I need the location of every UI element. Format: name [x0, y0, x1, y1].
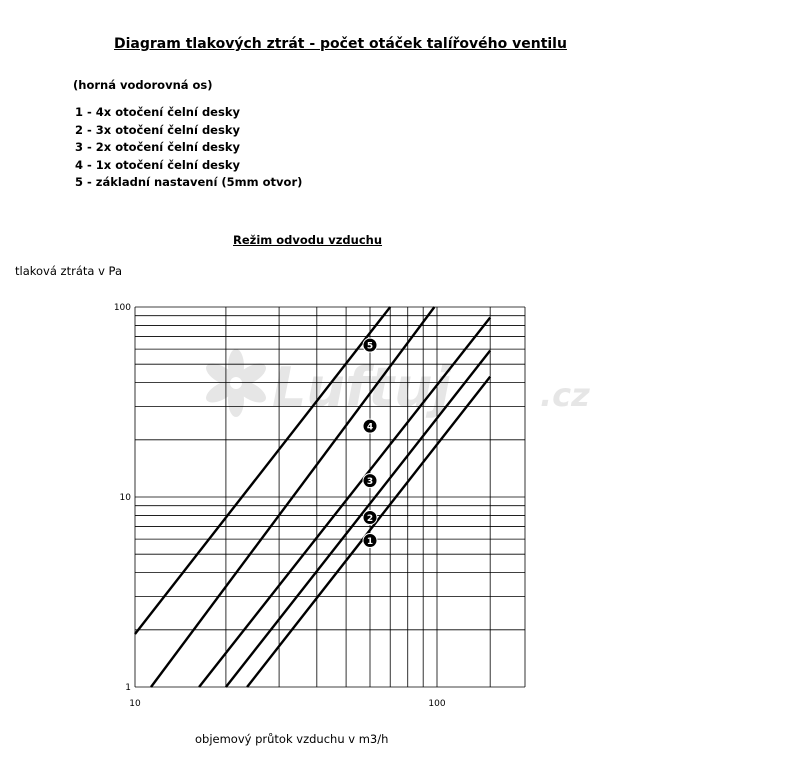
- watermark-suffix: .cz: [540, 376, 590, 414]
- y-tick-label: 1: [125, 683, 131, 693]
- legend-item-3: 3 - 2x otočení čelní desky: [75, 140, 240, 154]
- y-axis-label: tlaková ztráta v Pa: [15, 264, 123, 278]
- y-tick-label: 100: [113, 303, 131, 313]
- series-line-5: [135, 307, 390, 634]
- y-tick-label: 10: [119, 493, 131, 503]
- chart-title: Režim odvodu vzduchu: [233, 233, 383, 247]
- legend-item-5: 5 - základní nastavení (5mm otvor): [75, 175, 303, 189]
- series-marker-label-3: 3: [366, 476, 374, 487]
- series-marker-label-5: 5: [366, 341, 374, 352]
- series-marker-label-4: 4: [366, 422, 374, 433]
- legend-item-1: 1 - 4x otočení čelní desky: [75, 105, 240, 119]
- legend-item-2: 2 - 3x otočení čelní desky: [75, 122, 240, 137]
- axis-note: (horná vodorovná os): [73, 78, 213, 92]
- diagram-title: Diagram tlakových ztrát - počet otáček talířového ventilu: [114, 36, 567, 52]
- series-marker-label-1: 1: [366, 536, 374, 547]
- x-axis-label: objemový průtok vzduchu v m3/h: [195, 732, 389, 746]
- x-tick-label: 10: [129, 699, 141, 709]
- legend-item-4: 4 - 1x otočení čelní desky: [75, 157, 240, 172]
- watermark-brand: Luftuj: [272, 356, 452, 419]
- x-tick-label: 100: [428, 699, 446, 709]
- series-marker-label-2: 2: [366, 513, 374, 524]
